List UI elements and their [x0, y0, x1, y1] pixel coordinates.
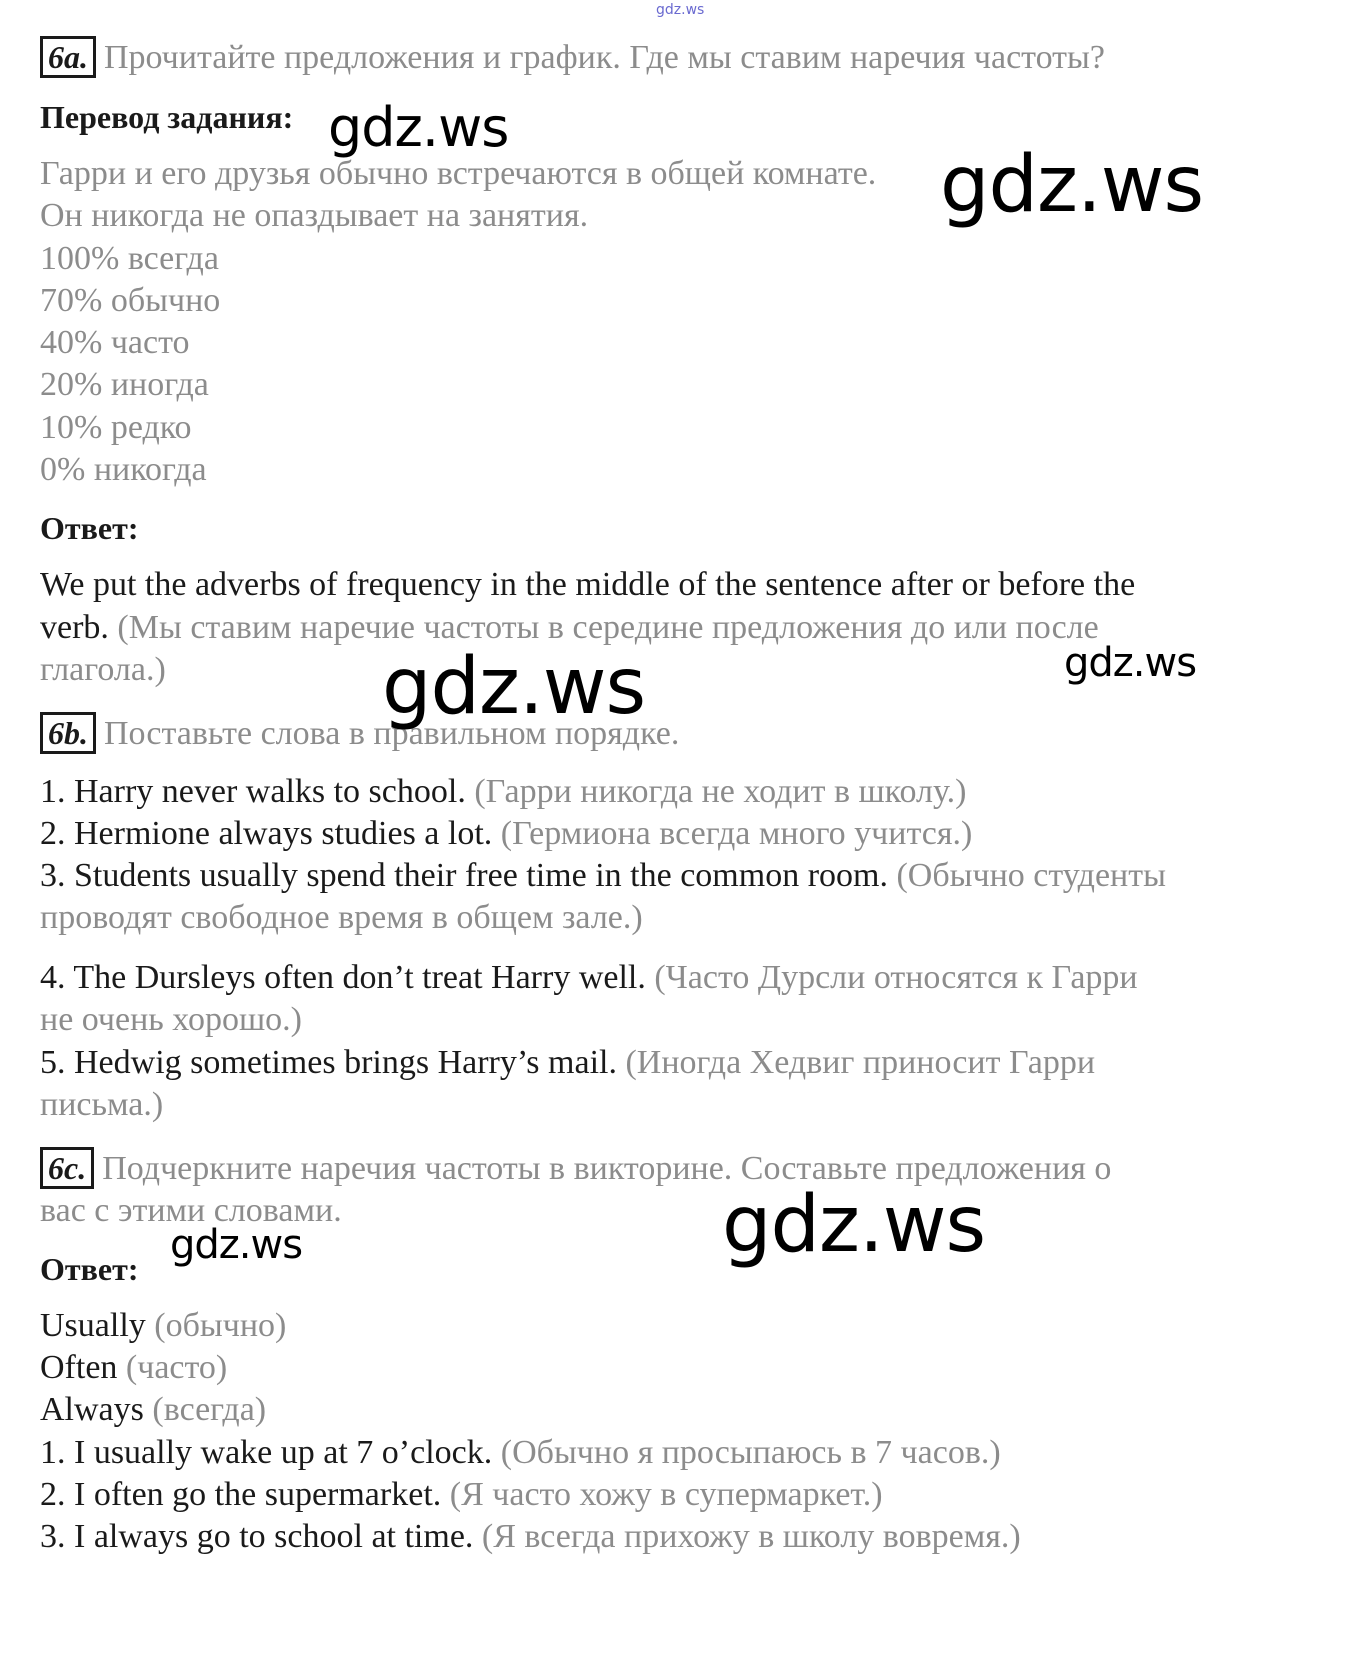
ex6b-item-en: 5. Hedwig sometimes brings Harry’s mail. — [40, 1044, 617, 1081]
ex6a-heading — [40, 36, 1105, 79]
ex6a-number: 6a. — [40, 36, 96, 78]
ex6b-number: 6b. — [40, 712, 96, 754]
ex6b-item-en: 4. The Dursleys often don’t treat Harry well. — [40, 959, 646, 996]
ex6b-item-ru: (Часто Дурсли относятся к Гарри — [654, 959, 1138, 996]
ex6c-sentence-ru: (Обычно я просыпаюсь в 7 часов.) — [500, 1434, 1001, 1471]
ex6c-sentence-ru: (Я часто хожу в супермаркет.) — [449, 1476, 883, 1513]
ex6a-answer-en: verb. — [40, 609, 109, 646]
ex6c-word-en: Always — [40, 1391, 144, 1428]
ex6c-answer-label: Ответ: — [40, 1251, 139, 1287]
ex6c-sentence-en: 2. I often go the supermarket. — [40, 1476, 442, 1513]
ex6c-sentence-en: 3. I always go to school at time. — [40, 1518, 474, 1555]
watermark: gdz.ws — [328, 96, 509, 159]
ex6c-word-en: Usually — [40, 1307, 146, 1344]
ex6a-translation-label: Перевод задания: — [40, 99, 294, 135]
ex6c-word-ru: (часто) — [125, 1349, 228, 1386]
ex6b-item — [40, 813, 972, 855]
ex6a-graph-row: 70% обычно — [40, 282, 221, 319]
ex6a-graph-row: 40% часто — [40, 324, 190, 361]
watermark: gdz.ws — [382, 642, 646, 732]
ex6c-sentence-en: 1. I usually wake up at 7 o’clock. — [40, 1434, 493, 1471]
ex6b-item-ru-cont: проводят свободное время в общем зале.) — [40, 899, 643, 936]
ex6b-item — [40, 957, 1138, 999]
ex6a-answer-label: Ответ: — [40, 510, 139, 546]
watermark: gdz.ws — [170, 1222, 303, 1268]
ex6b-item-en: 3. Students usually spend their free time in the common room. — [40, 857, 888, 894]
ex6a-translation-line: Гарри и его друзья обычно встречаются в общей комнате. — [40, 155, 877, 192]
ex6c-word — [40, 1305, 286, 1347]
ex6a-translation-line: Он никогда не опаздывает на занятия. — [40, 197, 589, 234]
ex6c-word — [40, 1347, 227, 1389]
watermark: gdz.ws — [722, 1180, 986, 1270]
ex6a-graph-row: 20% иногда — [40, 366, 209, 403]
watermark: gdz.ws — [1064, 640, 1197, 686]
watermark: gdz.ws — [940, 140, 1204, 230]
ex6c-word-en: Often — [40, 1349, 118, 1386]
ex6b-item-en: 2. Hermione always studies a lot. — [40, 815, 493, 852]
ex6b-task: Поставьте слова в правильном порядке. — [104, 715, 680, 752]
ex6c-sentence-ru: (Я всегда прихожу в школу вовремя.) — [481, 1518, 1021, 1555]
ex6b-item — [40, 1042, 1095, 1084]
ex6b-item-ru: (Обычно студенты — [896, 857, 1166, 894]
ex6c-task: Подчеркните наречия частоты в викторине. Составьте предложения о — [102, 1150, 1112, 1187]
ex6b-item-ru-cont: не очень хорошо.) — [40, 1001, 303, 1038]
ex6b-item-en: 1. Harry never walks to school. — [40, 773, 466, 810]
ex6a-graph-row: 100% всегда — [40, 240, 219, 277]
ex6c-sentence — [40, 1432, 1001, 1474]
ex6a-graph-row: 0% никогда — [40, 451, 207, 488]
ex6a-answer-ru-cont: глагола.) — [40, 651, 166, 688]
ex6a-answer-ru: (Мы ставим наречие частоты в середине предложения до или после — [117, 609, 1099, 646]
ex6a-task: Прочитайте предложения и график. Где мы ставим наречия частоты? — [104, 39, 1105, 76]
ex6b-item — [40, 855, 1166, 897]
ex6b-item-ru: (Гермиона всегда много учится.) — [500, 815, 973, 852]
ex6c-sentence — [40, 1474, 883, 1516]
ex6b-item-ru: (Иногда Хедвиг приносит Гарри — [625, 1044, 1096, 1081]
ex6a-answer-line: We put the adverbs of frequency in the middle of the sentence after or before the — [40, 566, 1136, 603]
ex6c-number: 6c. — [40, 1147, 94, 1189]
ex6b-item-ru: (Гарри никогда не ходит в школу.) — [474, 773, 967, 810]
ex6c-sentence — [40, 1516, 1021, 1558]
ex6c-word-ru: (всегда) — [152, 1391, 267, 1428]
header-watermark: gdz.ws — [656, 2, 705, 18]
ex6c-word — [40, 1389, 266, 1431]
ex6b-item — [40, 771, 966, 813]
ex6c-word-ru: (обычно) — [154, 1307, 287, 1344]
ex6b-item-ru-cont: письма.) — [40, 1086, 164, 1123]
ex6c-task-cont: вас с этими словами. — [40, 1192, 342, 1229]
ex6a-graph-row: 10% редко — [40, 409, 192, 446]
